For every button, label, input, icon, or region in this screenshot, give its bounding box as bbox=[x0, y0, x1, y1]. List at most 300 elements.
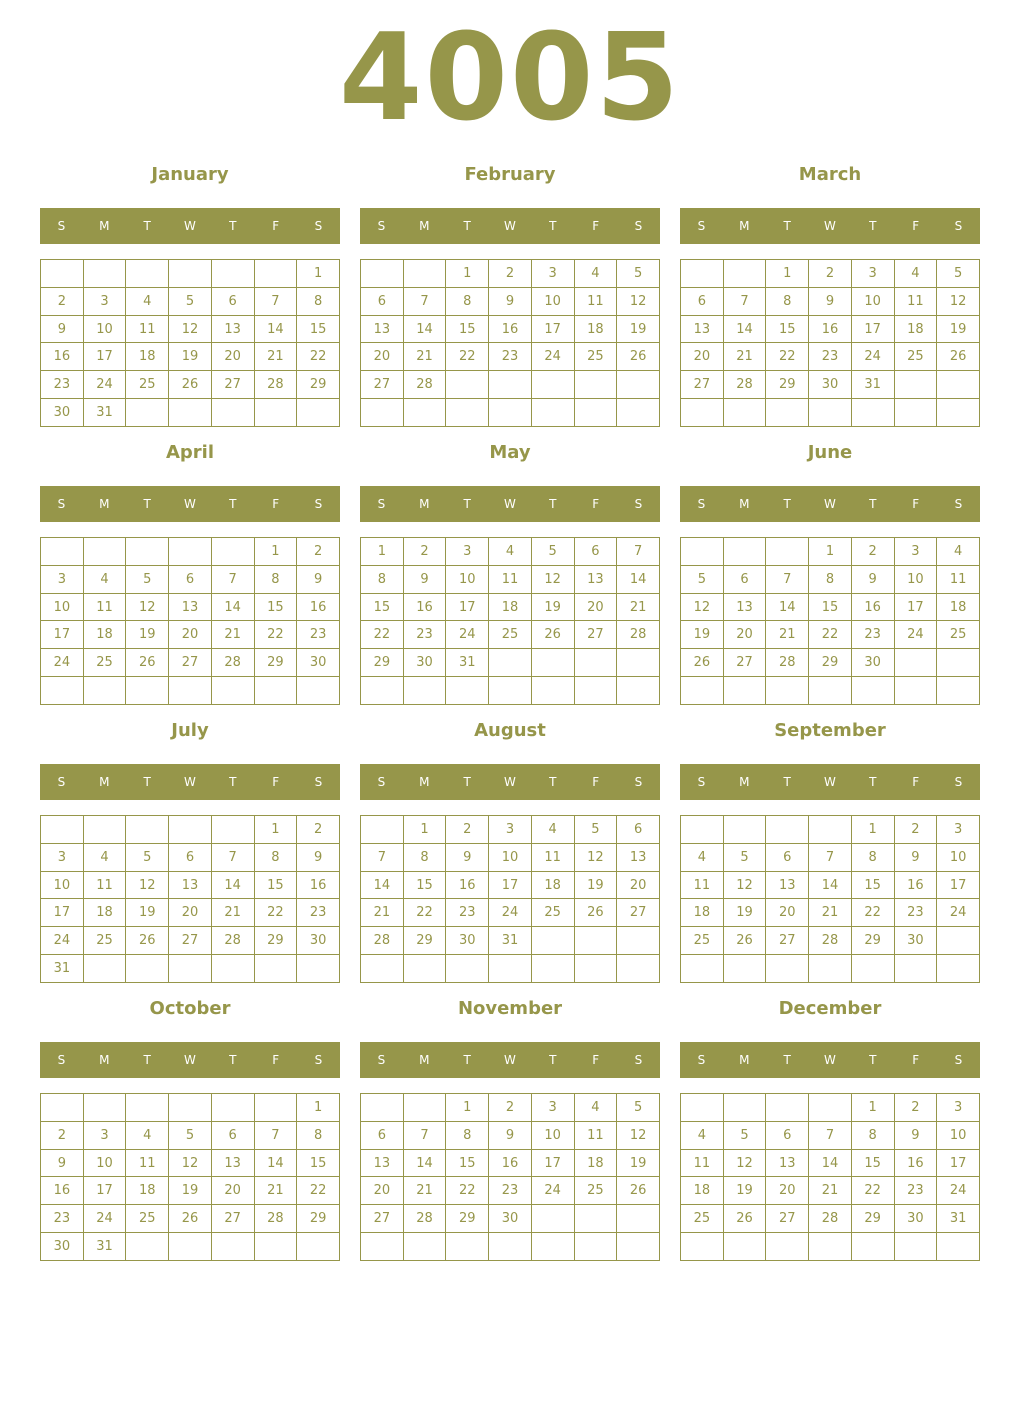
weekday-label: S bbox=[697, 1053, 706, 1067]
day-cell: 2 bbox=[446, 816, 489, 844]
empty-day-cell bbox=[403, 677, 446, 705]
weekday-label: S bbox=[954, 775, 963, 789]
empty-day-cell bbox=[297, 955, 340, 983]
day-cell: 20 bbox=[211, 1177, 254, 1205]
empty-day-cell bbox=[681, 260, 724, 288]
day-cell: 16 bbox=[41, 1177, 84, 1205]
day-cell: 20 bbox=[361, 1177, 404, 1205]
day-cell: 8 bbox=[254, 565, 297, 593]
day-cell: 16 bbox=[894, 1149, 937, 1177]
day-cell: 15 bbox=[254, 871, 297, 899]
day-cell: 26 bbox=[723, 1205, 766, 1233]
day-cell: 3 bbox=[894, 538, 937, 566]
week-row bbox=[41, 1121, 340, 1149]
empty-day-cell bbox=[361, 1094, 404, 1122]
day-cell: 31 bbox=[489, 927, 532, 955]
empty-day-cell bbox=[766, 955, 809, 983]
weekday-label: F bbox=[592, 219, 600, 233]
day-cell: 25 bbox=[894, 343, 937, 371]
weekday-header bbox=[360, 764, 660, 800]
empty-day-cell bbox=[254, 260, 297, 288]
day-cell: 31 bbox=[937, 1205, 980, 1233]
weekday-label: T bbox=[143, 1053, 151, 1067]
day-grid bbox=[40, 259, 340, 427]
day-cell: 15 bbox=[297, 1149, 340, 1177]
week-row bbox=[681, 399, 980, 427]
empty-day-cell bbox=[126, 260, 169, 288]
empty-day-cell bbox=[617, 677, 660, 705]
day-cell: 16 bbox=[297, 593, 340, 621]
day-cell: 19 bbox=[126, 899, 169, 927]
empty-day-cell bbox=[297, 399, 340, 427]
day-cell: 12 bbox=[681, 593, 724, 621]
day-cell: 21 bbox=[403, 1177, 446, 1205]
day-cell: 30 bbox=[809, 371, 852, 399]
day-cell: 1 bbox=[851, 816, 894, 844]
weekday-label: M bbox=[419, 497, 430, 511]
day-cell: 4 bbox=[574, 260, 617, 288]
weekday-label: W bbox=[184, 497, 196, 511]
week-row bbox=[361, 260, 660, 288]
day-cell: 29 bbox=[446, 1205, 489, 1233]
week-row bbox=[41, 343, 340, 371]
day-grid bbox=[680, 259, 980, 427]
day-cell: 7 bbox=[254, 287, 297, 315]
empty-day-cell bbox=[169, 399, 212, 427]
day-cell: 25 bbox=[681, 927, 724, 955]
day-cell: 17 bbox=[41, 621, 84, 649]
day-cell: 11 bbox=[681, 871, 724, 899]
weekday-label: W bbox=[824, 219, 836, 233]
month-title: July bbox=[171, 720, 209, 741]
week-row bbox=[361, 343, 660, 371]
day-cell: 20 bbox=[361, 343, 404, 371]
day-cell: 1 bbox=[446, 260, 489, 288]
empty-day-cell bbox=[489, 955, 532, 983]
week-row bbox=[681, 1205, 980, 1233]
empty-day-cell bbox=[489, 677, 532, 705]
day-cell: 25 bbox=[126, 1205, 169, 1233]
day-grid bbox=[40, 1093, 340, 1261]
day-cell: 2 bbox=[809, 260, 852, 288]
weekday-label: W bbox=[824, 775, 836, 789]
weekday-label: S bbox=[57, 219, 66, 233]
day-cell: 31 bbox=[41, 955, 84, 983]
day-cell: 10 bbox=[531, 287, 574, 315]
empty-day-cell bbox=[851, 399, 894, 427]
week-row bbox=[41, 677, 340, 705]
day-grid bbox=[40, 815, 340, 983]
week-row bbox=[681, 1177, 980, 1205]
empty-day-cell bbox=[403, 399, 446, 427]
day-cell: 5 bbox=[126, 565, 169, 593]
day-cell: 28 bbox=[361, 927, 404, 955]
empty-day-cell bbox=[126, 816, 169, 844]
day-cell: 18 bbox=[83, 621, 126, 649]
empty-day-cell bbox=[574, 649, 617, 677]
day-cell: 21 bbox=[809, 1177, 852, 1205]
empty-day-cell bbox=[489, 649, 532, 677]
day-cell: 13 bbox=[361, 1149, 404, 1177]
day-cell: 30 bbox=[297, 649, 340, 677]
day-cell: 2 bbox=[894, 816, 937, 844]
day-cell: 10 bbox=[41, 871, 84, 899]
day-cell: 16 bbox=[809, 315, 852, 343]
day-cell: 20 bbox=[681, 343, 724, 371]
empty-day-cell bbox=[723, 677, 766, 705]
day-cell: 23 bbox=[894, 899, 937, 927]
weekday-label: S bbox=[954, 497, 963, 511]
day-cell: 7 bbox=[809, 843, 852, 871]
day-cell: 29 bbox=[403, 927, 446, 955]
month-title: January bbox=[151, 164, 229, 185]
day-cell: 18 bbox=[894, 315, 937, 343]
weekday-label: M bbox=[99, 775, 110, 789]
empty-day-cell bbox=[126, 677, 169, 705]
day-cell: 13 bbox=[211, 315, 254, 343]
empty-day-cell bbox=[489, 371, 532, 399]
empty-day-cell bbox=[41, 677, 84, 705]
weekday-label: S bbox=[314, 497, 323, 511]
weekday-label: T bbox=[869, 1053, 877, 1067]
empty-day-cell bbox=[617, 1205, 660, 1233]
day-cell: 30 bbox=[851, 649, 894, 677]
day-cell: 22 bbox=[446, 1177, 489, 1205]
day-cell: 19 bbox=[126, 621, 169, 649]
week-row bbox=[361, 1205, 660, 1233]
day-cell: 9 bbox=[851, 565, 894, 593]
day-cell: 25 bbox=[681, 1205, 724, 1233]
weekday-label: W bbox=[184, 219, 196, 233]
empty-day-cell bbox=[937, 927, 980, 955]
empty-day-cell bbox=[254, 955, 297, 983]
weekday-label: T bbox=[783, 219, 791, 233]
empty-day-cell bbox=[851, 955, 894, 983]
day-cell: 30 bbox=[403, 649, 446, 677]
day-cell: 25 bbox=[83, 927, 126, 955]
day-cell: 28 bbox=[617, 621, 660, 649]
weekday-label: W bbox=[504, 497, 516, 511]
weekday-label: F bbox=[912, 219, 920, 233]
day-cell: 12 bbox=[723, 1149, 766, 1177]
empty-day-cell bbox=[446, 677, 489, 705]
day-cell: 8 bbox=[809, 565, 852, 593]
day-cell: 11 bbox=[126, 1149, 169, 1177]
day-cell: 23 bbox=[297, 621, 340, 649]
week-row bbox=[361, 1094, 660, 1122]
day-cell: 24 bbox=[531, 343, 574, 371]
empty-day-cell bbox=[681, 538, 724, 566]
empty-day-cell bbox=[403, 260, 446, 288]
day-cell: 3 bbox=[489, 816, 532, 844]
day-cell: 8 bbox=[254, 843, 297, 871]
day-cell: 11 bbox=[126, 315, 169, 343]
day-cell: 1 bbox=[254, 538, 297, 566]
month-title: March bbox=[798, 164, 862, 185]
day-cell: 6 bbox=[361, 287, 404, 315]
week-row bbox=[41, 816, 340, 844]
day-cell: 14 bbox=[211, 871, 254, 899]
day-cell: 13 bbox=[766, 871, 809, 899]
empty-day-cell bbox=[41, 816, 84, 844]
weekday-label: S bbox=[314, 1053, 323, 1067]
day-cell: 14 bbox=[254, 315, 297, 343]
day-cell: 5 bbox=[169, 1121, 212, 1149]
weekday-label: T bbox=[143, 775, 151, 789]
day-cell: 31 bbox=[83, 399, 126, 427]
day-cell: 7 bbox=[723, 287, 766, 315]
day-cell: 17 bbox=[937, 871, 980, 899]
weekday-label: S bbox=[634, 219, 643, 233]
week-row bbox=[681, 287, 980, 315]
weekday-header bbox=[40, 208, 340, 244]
week-row bbox=[41, 315, 340, 343]
day-cell: 16 bbox=[489, 1149, 532, 1177]
day-cell: 12 bbox=[169, 1149, 212, 1177]
month-title: April bbox=[165, 442, 215, 463]
day-grid bbox=[360, 1093, 660, 1261]
empty-day-cell bbox=[723, 399, 766, 427]
day-cell: 15 bbox=[446, 1149, 489, 1177]
day-cell: 27 bbox=[723, 649, 766, 677]
empty-day-cell bbox=[809, 816, 852, 844]
day-cell: 18 bbox=[489, 593, 532, 621]
day-cell: 12 bbox=[169, 315, 212, 343]
day-cell: 13 bbox=[681, 315, 724, 343]
empty-day-cell bbox=[211, 1094, 254, 1122]
weekday-label: S bbox=[57, 497, 66, 511]
empty-day-cell bbox=[723, 538, 766, 566]
empty-day-cell bbox=[766, 1233, 809, 1261]
weekday-label: T bbox=[783, 1053, 791, 1067]
day-cell: 8 bbox=[766, 287, 809, 315]
day-cell: 27 bbox=[169, 927, 212, 955]
day-cell: 24 bbox=[83, 1205, 126, 1233]
day-cell: 4 bbox=[574, 1094, 617, 1122]
weekday-label: T bbox=[783, 497, 791, 511]
weekday-label: T bbox=[869, 219, 877, 233]
empty-day-cell bbox=[894, 955, 937, 983]
day-cell: 17 bbox=[489, 871, 532, 899]
day-cell: 22 bbox=[254, 899, 297, 927]
day-cell: 8 bbox=[851, 843, 894, 871]
weekday-label: M bbox=[739, 497, 750, 511]
day-cell: 25 bbox=[937, 621, 980, 649]
month-title: November bbox=[457, 998, 563, 1019]
day-cell: 14 bbox=[617, 565, 660, 593]
day-cell: 28 bbox=[766, 649, 809, 677]
weekday-label: T bbox=[229, 775, 237, 789]
weekday-label: T bbox=[549, 497, 557, 511]
day-cell: 6 bbox=[681, 287, 724, 315]
day-cell: 26 bbox=[723, 927, 766, 955]
empty-day-cell bbox=[723, 955, 766, 983]
day-cell: 9 bbox=[446, 843, 489, 871]
week-row bbox=[681, 955, 980, 983]
day-grid bbox=[360, 537, 660, 705]
day-cell: 12 bbox=[531, 565, 574, 593]
day-cell: 2 bbox=[297, 538, 340, 566]
day-cell: 6 bbox=[211, 1121, 254, 1149]
day-cell: 8 bbox=[297, 287, 340, 315]
weekday-label: F bbox=[272, 497, 280, 511]
day-cell: 16 bbox=[446, 871, 489, 899]
empty-day-cell bbox=[574, 1233, 617, 1261]
day-cell: 26 bbox=[617, 343, 660, 371]
week-row bbox=[41, 1094, 340, 1122]
day-cell: 4 bbox=[894, 260, 937, 288]
week-row bbox=[681, 649, 980, 677]
empty-day-cell bbox=[681, 677, 724, 705]
empty-day-cell bbox=[937, 649, 980, 677]
day-cell: 1 bbox=[809, 538, 852, 566]
week-row bbox=[41, 399, 340, 427]
day-cell: 25 bbox=[531, 899, 574, 927]
week-row bbox=[41, 1233, 340, 1261]
empty-day-cell bbox=[681, 1233, 724, 1261]
day-cell: 21 bbox=[809, 899, 852, 927]
day-cell: 25 bbox=[574, 1177, 617, 1205]
day-cell: 12 bbox=[723, 871, 766, 899]
empty-day-cell bbox=[41, 538, 84, 566]
day-cell: 1 bbox=[297, 1094, 340, 1122]
day-cell: 20 bbox=[766, 1177, 809, 1205]
week-row bbox=[681, 843, 980, 871]
empty-day-cell bbox=[809, 955, 852, 983]
day-cell: 14 bbox=[254, 1149, 297, 1177]
weekday-label: M bbox=[99, 497, 110, 511]
day-cell: 6 bbox=[361, 1121, 404, 1149]
day-cell: 16 bbox=[489, 315, 532, 343]
day-cell: 15 bbox=[361, 593, 404, 621]
day-cell: 23 bbox=[809, 343, 852, 371]
weekday-label: W bbox=[184, 775, 196, 789]
day-cell: 28 bbox=[254, 371, 297, 399]
week-row bbox=[361, 955, 660, 983]
day-cell: 8 bbox=[403, 843, 446, 871]
day-cell: 22 bbox=[403, 899, 446, 927]
empty-day-cell bbox=[617, 371, 660, 399]
day-cell: 7 bbox=[403, 1121, 446, 1149]
week-row bbox=[681, 1121, 980, 1149]
weekday-label: T bbox=[869, 775, 877, 789]
day-cell: 19 bbox=[617, 315, 660, 343]
week-row bbox=[361, 927, 660, 955]
day-cell: 16 bbox=[403, 593, 446, 621]
day-cell: 17 bbox=[851, 315, 894, 343]
day-cell: 18 bbox=[574, 315, 617, 343]
day-cell: 29 bbox=[297, 371, 340, 399]
week-row bbox=[41, 955, 340, 983]
day-cell: 11 bbox=[489, 565, 532, 593]
day-cell: 6 bbox=[766, 1121, 809, 1149]
day-cell: 17 bbox=[894, 593, 937, 621]
day-cell: 27 bbox=[617, 899, 660, 927]
weekday-label: T bbox=[229, 1053, 237, 1067]
day-cell: 19 bbox=[574, 871, 617, 899]
weekday-label: F bbox=[912, 775, 920, 789]
day-cell: 1 bbox=[446, 1094, 489, 1122]
day-cell: 9 bbox=[297, 843, 340, 871]
day-cell: 14 bbox=[361, 871, 404, 899]
weekday-header bbox=[360, 208, 660, 244]
month-title: June bbox=[807, 442, 853, 463]
empty-day-cell bbox=[937, 399, 980, 427]
weekday-label: T bbox=[143, 497, 151, 511]
week-row bbox=[41, 1149, 340, 1177]
day-cell: 21 bbox=[403, 343, 446, 371]
weekday-label: M bbox=[739, 1053, 750, 1067]
empty-day-cell bbox=[809, 399, 852, 427]
day-cell: 21 bbox=[254, 343, 297, 371]
week-row bbox=[361, 1149, 660, 1177]
day-cell: 22 bbox=[446, 343, 489, 371]
day-cell: 6 bbox=[169, 843, 212, 871]
week-row bbox=[41, 927, 340, 955]
day-cell: 14 bbox=[211, 593, 254, 621]
day-cell: 8 bbox=[446, 1121, 489, 1149]
day-cell: 7 bbox=[361, 843, 404, 871]
weekday-label: S bbox=[697, 219, 706, 233]
weekday-label: S bbox=[57, 1053, 66, 1067]
empty-day-cell bbox=[211, 260, 254, 288]
day-cell: 5 bbox=[617, 1094, 660, 1122]
day-cell: 16 bbox=[894, 871, 937, 899]
day-cell: 9 bbox=[489, 1121, 532, 1149]
week-row bbox=[41, 843, 340, 871]
day-cell: 30 bbox=[489, 1205, 532, 1233]
day-cell: 24 bbox=[41, 649, 84, 677]
day-cell: 26 bbox=[126, 927, 169, 955]
day-grid bbox=[680, 815, 980, 983]
empty-day-cell bbox=[83, 1094, 126, 1122]
weekday-label: S bbox=[57, 775, 66, 789]
month-title: December bbox=[778, 998, 882, 1019]
day-cell: 27 bbox=[169, 649, 212, 677]
weekday-header bbox=[40, 1042, 340, 1078]
day-cell: 14 bbox=[809, 871, 852, 899]
empty-day-cell bbox=[531, 927, 574, 955]
weekday-header bbox=[680, 208, 980, 244]
day-cell: 23 bbox=[894, 1177, 937, 1205]
day-cell: 22 bbox=[851, 1177, 894, 1205]
day-cell: 7 bbox=[254, 1121, 297, 1149]
empty-day-cell bbox=[809, 677, 852, 705]
empty-day-cell bbox=[531, 399, 574, 427]
week-row bbox=[361, 649, 660, 677]
day-cell: 17 bbox=[937, 1149, 980, 1177]
day-cell: 7 bbox=[403, 287, 446, 315]
day-cell: 27 bbox=[766, 1205, 809, 1233]
day-grid bbox=[360, 815, 660, 983]
day-cell: 2 bbox=[297, 816, 340, 844]
weekday-label: M bbox=[99, 1053, 110, 1067]
week-row bbox=[681, 1233, 980, 1261]
day-cell: 20 bbox=[766, 899, 809, 927]
empty-day-cell bbox=[403, 955, 446, 983]
day-cell: 23 bbox=[851, 621, 894, 649]
empty-day-cell bbox=[403, 1094, 446, 1122]
week-row bbox=[681, 677, 980, 705]
empty-day-cell bbox=[766, 1094, 809, 1122]
day-cell: 25 bbox=[489, 621, 532, 649]
day-cell: 17 bbox=[41, 899, 84, 927]
day-cell: 7 bbox=[766, 565, 809, 593]
day-cell: 19 bbox=[169, 1177, 212, 1205]
day-cell: 2 bbox=[489, 1094, 532, 1122]
day-cell: 28 bbox=[809, 927, 852, 955]
day-cell: 29 bbox=[766, 371, 809, 399]
